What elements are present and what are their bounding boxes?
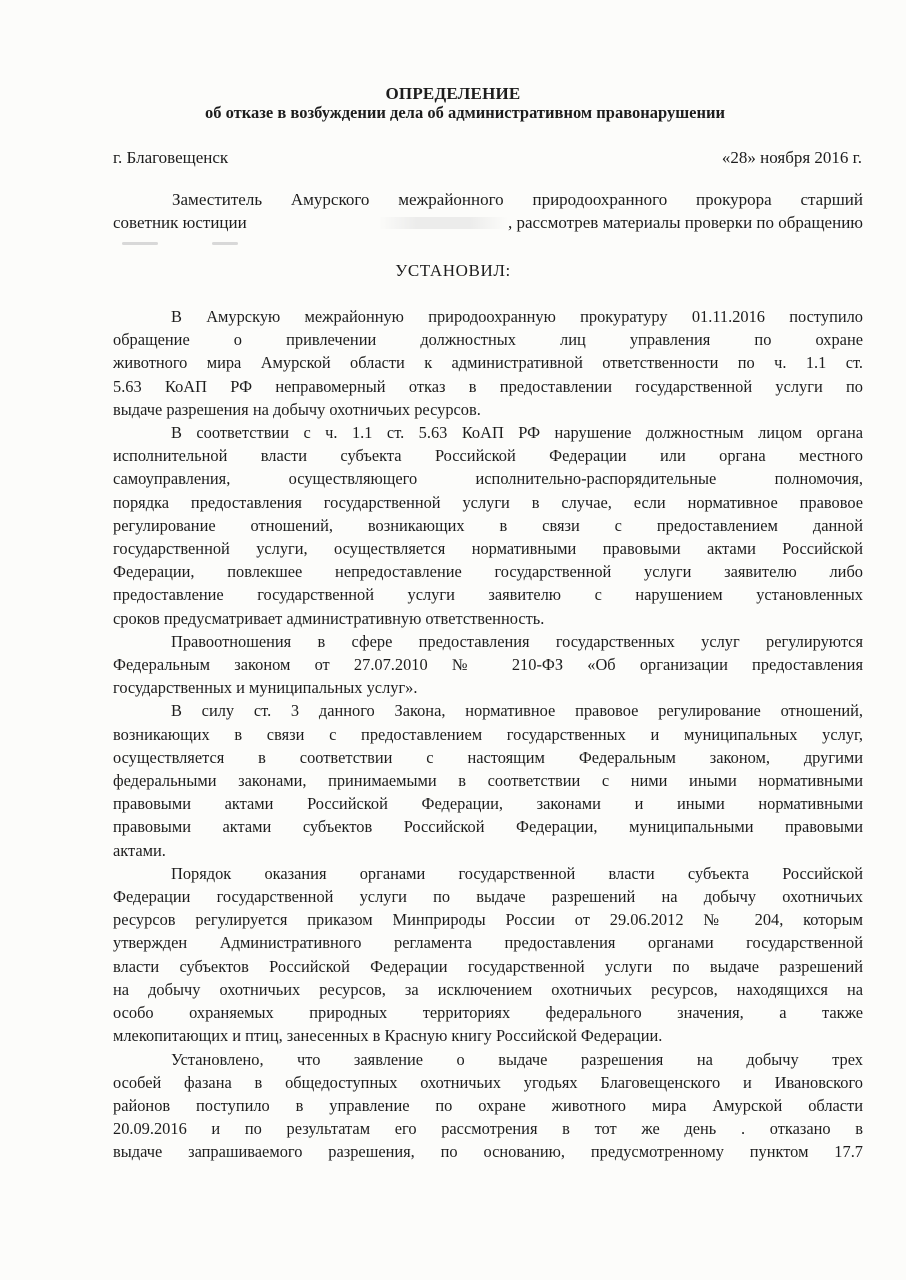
text-line: ресурсов регулируется приказом Минприроды России от 29.06.2012 № 204, которым <box>113 910 863 930</box>
text-line: выдаче разрешения на добычу охотничьих ресурсов. <box>113 399 481 419</box>
scan-smudge <box>122 242 158 245</box>
text-line: актами. <box>113 840 166 860</box>
intro-line-2 <box>113 213 863 233</box>
paragraph-4 <box>113 699 863 861</box>
text-line: особо охраняемых природных территориях федерального значения, а также <box>113 1003 863 1023</box>
text-line: выдаче запрашиваемого разрешения, по основанию, предусмотренному пунктом 17.7 <box>113 1142 863 1162</box>
text-line: животного мира Амурской области к административной ответственности по ч. 1.1 ст. <box>113 353 863 373</box>
text-line: районов поступило в управление по охране животного мира Амурской области <box>113 1095 863 1115</box>
document-title: ОПРЕДЕЛЕНИЕ <box>385 84 521 103</box>
text-line: Правоотношения в сфере предоставления государственных услуг регулируются <box>171 631 863 651</box>
text-line: млекопитающих и птиц, занесенных в Красную книгу Российской Федерации. <box>113 1026 663 1046</box>
text-line: Федерации государственной услуги по выдаче разрешений на добычу охотничьих <box>113 887 863 907</box>
text-line: государственной услуги, осуществляется нормативными правовыми актами Российской <box>113 539 863 559</box>
text-line: правовыми актами субъектов Российской Федерации, муниципальными правовыми <box>113 817 863 837</box>
document-place: г. Благовещенск <box>113 148 229 167</box>
text-line: исполнительной власти субъекта Российской Федерации или органа местного <box>113 446 863 466</box>
section-heading: УСТАНОВИЛ: <box>395 261 511 280</box>
text-line: порядка предоставления государственной услуги в случае, если нормативное правовое <box>113 492 863 512</box>
text-line: возникающих в связи с предоставлением государственных и муниципальных услуг, <box>113 724 863 744</box>
text-line: самоуправления, осуществляющего исполнительно-распорядительные полномочия, <box>113 469 863 489</box>
paragraph-2 <box>113 421 863 630</box>
text-line: Установлено, что заявление о выдаче разрешения на добычу трех <box>171 1049 863 1069</box>
text-line: власти субъектов Российской Федерации государственной услуги по выдаче разрешений <box>113 956 863 976</box>
text-line: Порядок оказания органами государственной власти субъекта Российской <box>171 863 863 883</box>
text-line: В соответствии с ч. 1.1 ст. 5.63 КоАП РФ нарушение должностным лицом органа <box>171 423 863 443</box>
text-line: обращение о привлечении должностных лиц управления по охране <box>113 330 863 350</box>
text-line: Федерации, повлекшее непредоставление государственной услуги заявителю либо <box>113 562 863 582</box>
redacted-name <box>378 217 508 229</box>
paragraph-1 <box>113 305 863 421</box>
intro-line-1: Заместитель Амурского межрайонного природоохранного прокурора старший <box>172 190 863 209</box>
text-line: 5.63 КоАП РФ неправомерный отказ в предоставлении государственной услуги по <box>113 376 863 396</box>
intro-text-b: , рассмотрев материалы проверки по обращению <box>507 213 863 232</box>
text-line: правовыми актами Российской Федерации, законами и иными нормативными <box>113 794 863 814</box>
text-line: В силу ст. 3 данного Закона, нормативное правовое регулирование отношений, <box>171 701 863 721</box>
text-line: федеральными законами, принимаемыми в соответствии с ними иными нормативными <box>113 771 863 791</box>
text-line: осуществляется в соответствии с настоящим Федеральным законом, другими <box>113 747 863 767</box>
document-body <box>113 305 863 1164</box>
paragraph-5 <box>113 862 863 1048</box>
text-line: сроков предусматривает административную ответственность. <box>113 608 545 628</box>
text-line: Федеральным законом от 27.07.2010 № 210-ФЗ «Об организации предоставления <box>113 655 863 675</box>
text-line: В Амурскую межрайонную природоохранную прокуратуру 01.11.2016 поступило <box>171 307 863 326</box>
text-line: на добычу охотничьих ресурсов, за исключением охотничьих ресурсов, находящихся на <box>113 979 863 999</box>
text-line: особей фазана в общедоступных охотничьих угодьях Благовещенского и Ивановского <box>113 1072 863 1092</box>
text-line: государственных и муниципальных услуг». <box>113 678 418 698</box>
intro-text-a: советник юстиции <box>113 213 247 232</box>
text-line: регулирование отношений, возникающих в связи с предоставлением данной <box>113 515 863 535</box>
paragraph-3 <box>113 630 863 700</box>
document-date: «28» ноября 2016 г. <box>721 148 862 167</box>
scan-smudge <box>212 242 238 245</box>
text-line: 20.09.2016 и по результатам его рассмотрения в тот же день . отказано в <box>113 1119 863 1139</box>
text-line: утвержден Административного регламента предоставления органами государственной <box>113 933 863 953</box>
document-subtitle: об отказе в возбуждении дела об административном правонарушении <box>205 103 725 122</box>
text-line: предоставление государственной услуги заявителю с нарушением установленных <box>113 585 863 605</box>
paragraph-6 <box>113 1048 863 1164</box>
